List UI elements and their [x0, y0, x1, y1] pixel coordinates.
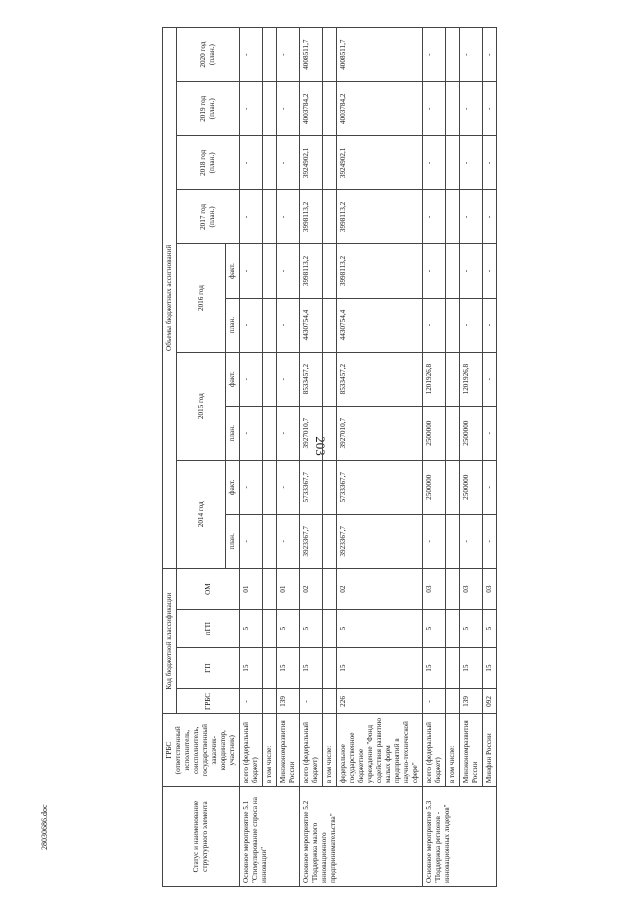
cell-om: 02 — [337, 568, 423, 610]
table-row — [300, 28, 323, 887]
grbs-description-cell: всего (федеральный бюджет) — [423, 714, 446, 787]
cell-p2014 — [263, 514, 277, 568]
cell-y2017: - — [483, 190, 497, 244]
cell-f2014: 5733367,7 — [300, 460, 323, 514]
cell-grbs: - — [240, 689, 263, 714]
cell-p2015: - — [483, 406, 497, 460]
grbs-description-cell: всего (федеральный бюджет) — [300, 714, 323, 787]
cell-y2017: - — [423, 190, 446, 244]
cell-y2018: - — [483, 136, 497, 190]
grbs-description-cell: Минэкономразвития России — [460, 714, 483, 787]
cell-grbs — [446, 689, 460, 714]
table-row — [337, 28, 423, 887]
cell-pgp — [446, 610, 460, 647]
grbs-description-cell: в том числе: — [323, 714, 337, 787]
cell-f2014 — [446, 460, 460, 514]
cell-p2016: - — [277, 298, 300, 352]
cell-pgp: 5 — [483, 610, 497, 647]
cell-gp: 15 — [277, 647, 300, 689]
cell-grbs — [263, 689, 277, 714]
header-2016-plan: план. — [226, 298, 240, 352]
cell-om — [446, 568, 460, 610]
grbs-description-cell: Минфин России — [483, 714, 497, 787]
cell-y2019 — [263, 82, 277, 136]
table-row — [483, 28, 497, 887]
cell-gp: 15 — [460, 647, 483, 689]
cell-y2018: - — [240, 136, 263, 190]
cell-grbs: - — [423, 689, 446, 714]
cell-gp: 15 — [240, 647, 263, 689]
header-status: Статус и наименование структурного элемента — [163, 787, 240, 887]
cell-y2020 — [446, 28, 460, 82]
cell-y2018 — [263, 136, 277, 190]
cell-f2016 — [446, 244, 460, 298]
cell-y2019: 4003784,2 — [337, 82, 423, 136]
cell-grbs: 226 — [337, 689, 423, 714]
cell-y2017: - — [277, 190, 300, 244]
cell-p2016: 4430754,4 — [300, 298, 323, 352]
cell-om: 01 — [240, 568, 263, 610]
cell-y2019: - — [423, 82, 446, 136]
header-2014-plan: план. — [226, 514, 240, 568]
cell-p2014: - — [423, 514, 446, 568]
cell-y2019: - — [240, 82, 263, 136]
cell-p2014: - — [277, 514, 300, 568]
header-grbs-main: ГРБС (ответственный исполнитель, соисполнитель, государственный заказчик-координатор, участник) — [163, 714, 240, 787]
cell-y2018: - — [277, 136, 300, 190]
cell-y2018: 3924902,1 — [337, 136, 423, 190]
header-code-grbs: ГРБС — [177, 689, 240, 714]
cell-y2017: 3998113,2 — [300, 190, 323, 244]
cell-om: 03 — [460, 568, 483, 610]
cell-y2020: - — [277, 28, 300, 82]
cell-y2017 — [323, 190, 337, 244]
cell-y2018: 3924902,1 — [300, 136, 323, 190]
cell-y2017 — [446, 190, 460, 244]
grbs-description-cell: в том числе: — [446, 714, 460, 787]
header-2014-fact: факт. — [226, 460, 240, 514]
cell-f2014: 2500000 — [423, 460, 446, 514]
cell-f2015: 8533457,2 — [300, 352, 323, 406]
cell-y2019: 4003784,2 — [300, 82, 323, 136]
cell-f2015: - — [240, 352, 263, 406]
cell-p2015: 2500000 — [460, 406, 483, 460]
grbs-description-cell: всего (федеральный бюджет) — [240, 714, 263, 787]
cell-y2018: - — [423, 136, 446, 190]
cell-om: 03 — [423, 568, 446, 610]
cell-y2019: - — [483, 82, 497, 136]
cell-f2016: 3998113,2 — [337, 244, 423, 298]
cell-f2015 — [446, 352, 460, 406]
cell-om: 02 — [300, 568, 323, 610]
cell-p2016: - — [240, 298, 263, 352]
cell-y2018: - — [460, 136, 483, 190]
status-cell: Основное мероприятие 5.1 "Стимулирование спроса на инновации" — [240, 787, 300, 887]
table-row — [446, 28, 460, 887]
cell-gp — [446, 647, 460, 689]
cell-om — [323, 568, 337, 610]
table-row — [240, 28, 263, 887]
document-filename: 28030686.doc — [40, 804, 49, 850]
cell-p2014: - — [483, 514, 497, 568]
cell-f2016 — [263, 244, 277, 298]
cell-y2017: - — [240, 190, 263, 244]
cell-gp: 15 — [337, 647, 423, 689]
table-row — [277, 28, 300, 887]
cell-om: 01 — [277, 568, 300, 610]
header-year-2020: 2020 год (план.) — [177, 28, 240, 82]
cell-grbs: 092 — [483, 689, 497, 714]
header-year-2019: 2019 год (план.) — [177, 82, 240, 136]
table-row — [423, 28, 446, 887]
header-year-2015: 2015 год — [177, 352, 226, 460]
header-code-pgp: пГП — [177, 610, 240, 647]
cell-f2014: 5733367,7 — [337, 460, 423, 514]
grbs-description-cell: в том числе: — [263, 714, 277, 787]
cell-y2020: 4008511,7 — [300, 28, 323, 82]
cell-f2014 — [323, 460, 337, 514]
cell-f2014: 2500000 — [460, 460, 483, 514]
cell-f2016 — [323, 244, 337, 298]
cell-gp — [323, 647, 337, 689]
cell-f2016: - — [460, 244, 483, 298]
cell-y2019 — [446, 82, 460, 136]
cell-p2015 — [323, 406, 337, 460]
cell-pgp: 5 — [460, 610, 483, 647]
cell-p2014: 3923367,7 — [337, 514, 423, 568]
header-code-gp: ГП — [177, 647, 240, 689]
cell-om: 03 — [483, 568, 497, 610]
cell-f2015: 8533457,2 — [337, 352, 423, 406]
cell-f2015: 1201926,8 — [460, 352, 483, 406]
header-year-2018: 2018 год (план.) — [177, 136, 240, 190]
status-cell: Основное мероприятие 5.2 "Поддержка малого инновационного предпринимательства" — [300, 787, 423, 887]
cell-p2016 — [323, 298, 337, 352]
header-year-2017: 2017 год (план.) — [177, 190, 240, 244]
cell-pgp: 5 — [277, 610, 300, 647]
cell-p2015: - — [277, 406, 300, 460]
cell-p2014 — [323, 514, 337, 568]
cell-p2014: - — [460, 514, 483, 568]
cell-y2017: 3998113,2 — [337, 190, 423, 244]
header-2016-fact: факт. — [226, 244, 240, 298]
cell-p2016: 4430754,4 — [337, 298, 423, 352]
table-row — [460, 28, 483, 887]
cell-gp — [263, 647, 277, 689]
cell-y2019 — [323, 82, 337, 136]
cell-p2015 — [263, 406, 277, 460]
cell-p2014 — [446, 514, 460, 568]
cell-y2020: - — [460, 28, 483, 82]
cell-p2014: 3923367,7 — [300, 514, 323, 568]
cell-y2019: - — [277, 82, 300, 136]
cell-p2015: - — [240, 406, 263, 460]
cell-f2015: - — [483, 352, 497, 406]
header-year-2014: 2014 год — [177, 460, 226, 568]
rotated-budget-table-container — [162, 27, 640, 887]
page-number: 203 — [313, 436, 328, 456]
cell-y2020 — [263, 28, 277, 82]
cell-y2020: - — [483, 28, 497, 82]
cell-f2016: - — [277, 244, 300, 298]
cell-f2016: 3998113,2 — [300, 244, 323, 298]
cell-y2020: - — [423, 28, 446, 82]
cell-pgp — [263, 610, 277, 647]
table-body — [240, 28, 497, 887]
cell-f2015: - — [277, 352, 300, 406]
cell-y2020 — [323, 28, 337, 82]
cell-f2016: - — [423, 244, 446, 298]
cell-y2018 — [323, 136, 337, 190]
cell-pgp: 5 — [240, 610, 263, 647]
cell-pgp: 5 — [337, 610, 423, 647]
cell-f2014: - — [277, 460, 300, 514]
cell-p2016: - — [483, 298, 497, 352]
header-2015-fact: факт. — [226, 352, 240, 406]
cell-p2016 — [446, 298, 460, 352]
cell-f2015 — [323, 352, 337, 406]
cell-y2017: - — [460, 190, 483, 244]
header-code-om: ОМ — [177, 568, 240, 610]
cell-p2015: 2500000 — [423, 406, 446, 460]
cell-f2014 — [263, 460, 277, 514]
cell-om — [263, 568, 277, 610]
cell-grbs — [323, 689, 337, 714]
grbs-description-cell: Минэкономразвития России — [277, 714, 300, 787]
header-year-2016: 2016 год — [177, 244, 226, 352]
cell-f2015 — [263, 352, 277, 406]
cell-grbs: 139 — [460, 689, 483, 714]
cell-gp: 15 — [483, 647, 497, 689]
grbs-description-cell: федеральное государственное бюджетное учреждение "Фонд содействия развитию малых форм предприятий в научно-технической сфере" — [337, 714, 423, 787]
cell-p2016: - — [423, 298, 446, 352]
cell-grbs: - — [300, 689, 323, 714]
cell-grbs: 139 — [277, 689, 300, 714]
cell-p2016 — [263, 298, 277, 352]
cell-f2014: - — [483, 460, 497, 514]
cell-gp: 15 — [423, 647, 446, 689]
table-header — [163, 28, 240, 887]
header-volumes: Объемы бюджетных ассигнований — [163, 28, 177, 569]
table-row — [263, 28, 277, 887]
cell-y2020: 4008511,7 — [337, 28, 423, 82]
cell-f2014: - — [240, 460, 263, 514]
cell-f2016: - — [483, 244, 497, 298]
cell-pgp: 5 — [300, 610, 323, 647]
header-code-group: Код бюджетной классификации — [163, 568, 177, 714]
cell-p2015 — [446, 406, 460, 460]
status-cell: Основное мероприятие 5.3 "Поддержка регионов - инновационных лидеров" — [423, 787, 497, 887]
cell-pgp — [323, 610, 337, 647]
cell-gp: 15 — [300, 647, 323, 689]
cell-p2015: 3927010,7 — [337, 406, 423, 460]
cell-p2015: 3927010,7 — [300, 406, 323, 460]
cell-p2016: - — [460, 298, 483, 352]
cell-pgp: 5 — [423, 610, 446, 647]
cell-y2017 — [263, 190, 277, 244]
cell-f2016: - — [240, 244, 263, 298]
header-2015-plan: план. — [226, 406, 240, 460]
cell-y2020: - — [240, 28, 263, 82]
table-row — [323, 28, 337, 887]
cell-y2019: - — [460, 82, 483, 136]
cell-y2018 — [446, 136, 460, 190]
cell-p2014: - — [240, 514, 263, 568]
budget-allocation-table — [162, 27, 497, 887]
cell-f2015: 1201926,8 — [423, 352, 446, 406]
